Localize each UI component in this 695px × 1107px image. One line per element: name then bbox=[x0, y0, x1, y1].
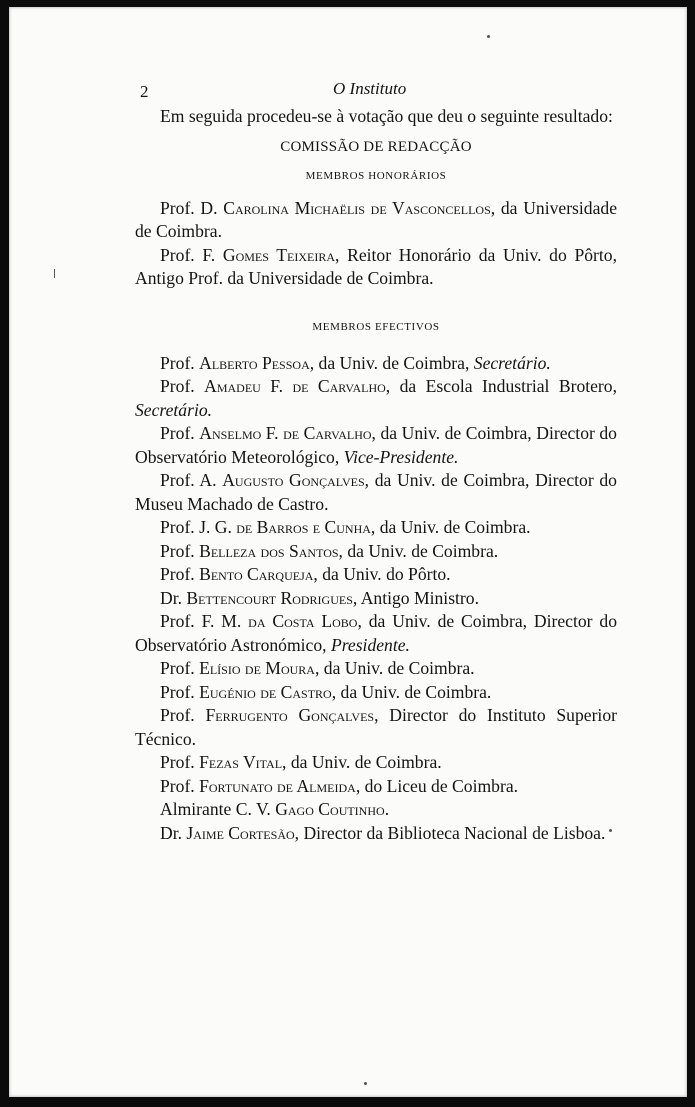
member-name: Eugénio de Castro bbox=[199, 681, 332, 702]
member-entry bbox=[135, 469, 617, 516]
intro-line: Em seguida procedeu-se à votação que deu o seguinte bbox=[160, 106, 540, 126]
member-role: Vice-Presidente. bbox=[343, 446, 459, 467]
member-entry bbox=[135, 681, 617, 705]
member-prefix: Prof. bbox=[160, 775, 200, 796]
member-description: , Antigo Ministro. bbox=[352, 587, 479, 608]
member-name: Bettencourt Rodrigues bbox=[186, 587, 353, 608]
member-prefix: Prof. bbox=[160, 352, 200, 373]
member-description: , da Univ. de Coimbra, Director do Museu Machado de Castro. bbox=[135, 470, 617, 514]
member-description: , da Univ. de Coimbra. bbox=[282, 752, 442, 772]
text-block bbox=[135, 69, 617, 845]
member-prefix: Prof. bbox=[160, 752, 200, 772]
member-name: da Costa Lobo bbox=[248, 611, 358, 631]
member-prefix: Prof. bbox=[160, 681, 200, 702]
member-description: , Reitor Honorário da Univ. do Pôrto, Antigo Prof. da Universidade de Coimbra. bbox=[135, 244, 617, 288]
running-title: O Instituto bbox=[333, 79, 407, 98]
scan-speck bbox=[364, 1082, 367, 1085]
member-description: , Director do Instituto Superior Técnico. bbox=[135, 705, 617, 749]
member-name: Fortunato de Almeida bbox=[199, 775, 356, 796]
member-description: , da Univ. de Coimbra. bbox=[370, 517, 531, 537]
member-prefix: Prof. F. bbox=[160, 244, 223, 265]
member-prefix: Dr. bbox=[160, 587, 187, 608]
member-entry bbox=[135, 775, 617, 799]
member-description: , da Univ. de Coimbra. bbox=[314, 658, 475, 678]
member-prefix: Prof. bbox=[160, 540, 200, 561]
member-entry bbox=[135, 563, 617, 587]
scan-speck bbox=[54, 269, 55, 278]
member-entry bbox=[135, 422, 617, 469]
member-entry bbox=[135, 587, 617, 611]
member-prefix: Prof. F. M. bbox=[160, 611, 249, 631]
commission-title: COMISSÃO DE REDACÇÃO bbox=[280, 138, 472, 155]
scan-speck bbox=[487, 35, 490, 38]
intro-paragraph bbox=[135, 105, 617, 129]
member-prefix: Prof. bbox=[160, 423, 200, 443]
member-name: Anselmo F. de Carvalho bbox=[199, 423, 372, 443]
member-entry bbox=[135, 244, 617, 291]
member-prefix: Prof. bbox=[160, 564, 200, 584]
member-prefix: Prof. A. bbox=[160, 470, 223, 490]
member-name: Amadeu F. de Carvalho bbox=[204, 376, 386, 396]
member-entry bbox=[135, 352, 617, 376]
member-entry bbox=[135, 375, 617, 422]
member-description: , da Escola Industrial Brotero, bbox=[385, 376, 617, 396]
member-entry bbox=[135, 657, 617, 681]
effective-members-list bbox=[135, 352, 617, 846]
page-header bbox=[135, 69, 617, 105]
member-entry bbox=[135, 610, 617, 657]
member-entry bbox=[135, 704, 617, 751]
member-description: , do Liceu de Coimbra. bbox=[355, 775, 519, 796]
member-name: de Barros e Cunha bbox=[236, 517, 371, 537]
member-name: Gago Coutinho bbox=[275, 799, 385, 819]
member-entry bbox=[135, 516, 617, 540]
member-name: Bento Carqueja bbox=[199, 564, 314, 584]
member-name: Ferrugento Gonçalves bbox=[205, 705, 375, 725]
member-prefix: Almirante C. V. bbox=[160, 799, 276, 819]
intro-line: resultado: bbox=[543, 106, 613, 126]
member-name: Augusto Gonçalves bbox=[222, 470, 365, 490]
page-number: 2 bbox=[140, 82, 149, 101]
member-prefix: Dr. bbox=[160, 822, 187, 843]
member-description: , da Univ. de Coimbra, Director do Observatório Meteorológico, bbox=[135, 423, 617, 467]
member-prefix: Prof. bbox=[160, 705, 206, 725]
member-name: Gomes Teixeira bbox=[222, 244, 336, 265]
member-name: Carolina Michaëlis de Vasconcellos bbox=[223, 197, 491, 218]
member-description: , da Univ. do Pôrto. bbox=[313, 564, 451, 584]
member-description: , da Univ. de Coimbra, Director do Observatório Astronómico, bbox=[135, 611, 617, 655]
member-name: Belleza dos Santos bbox=[199, 540, 339, 561]
member-role: Presidente. bbox=[330, 634, 410, 655]
honorary-heading: MEMBROS HONORÁRIOS bbox=[305, 169, 447, 182]
member-name: Elísio de Moura bbox=[199, 658, 315, 678]
member-entry bbox=[135, 540, 617, 564]
member-entry bbox=[135, 197, 617, 244]
member-description: , Director da Biblioteca Nacional de Lisboa. bbox=[294, 822, 606, 843]
member-name: Fezas Vital bbox=[199, 752, 283, 772]
member-entry bbox=[135, 751, 617, 775]
member-description: , da Univ. de Coimbra. bbox=[331, 681, 492, 702]
member-description: . bbox=[384, 799, 390, 819]
member-name: Jaime Cortesão bbox=[186, 822, 295, 843]
member-entry bbox=[135, 798, 617, 822]
member-prefix: Prof. D. bbox=[160, 197, 224, 218]
member-description: , da Univ. de Coimbra. bbox=[338, 540, 499, 561]
member-prefix: Prof. J. G. bbox=[160, 517, 237, 537]
member-entry bbox=[135, 822, 617, 846]
honorary-members-list bbox=[135, 197, 617, 291]
member-name: Alberto Pessoa bbox=[199, 352, 310, 373]
member-prefix: Prof. bbox=[160, 658, 200, 678]
member-prefix: Prof. bbox=[160, 376, 205, 396]
effective-heading: MEMBROS EFECTIVOS bbox=[312, 320, 440, 333]
member-description: , da Universidade de Coimbra. bbox=[135, 197, 618, 241]
member-role: Secretário. bbox=[473, 352, 551, 373]
member-description: , da Univ. de Coimbra, bbox=[309, 352, 474, 373]
scanned-page bbox=[9, 7, 687, 1097]
member-role: Secretário. bbox=[135, 399, 213, 420]
